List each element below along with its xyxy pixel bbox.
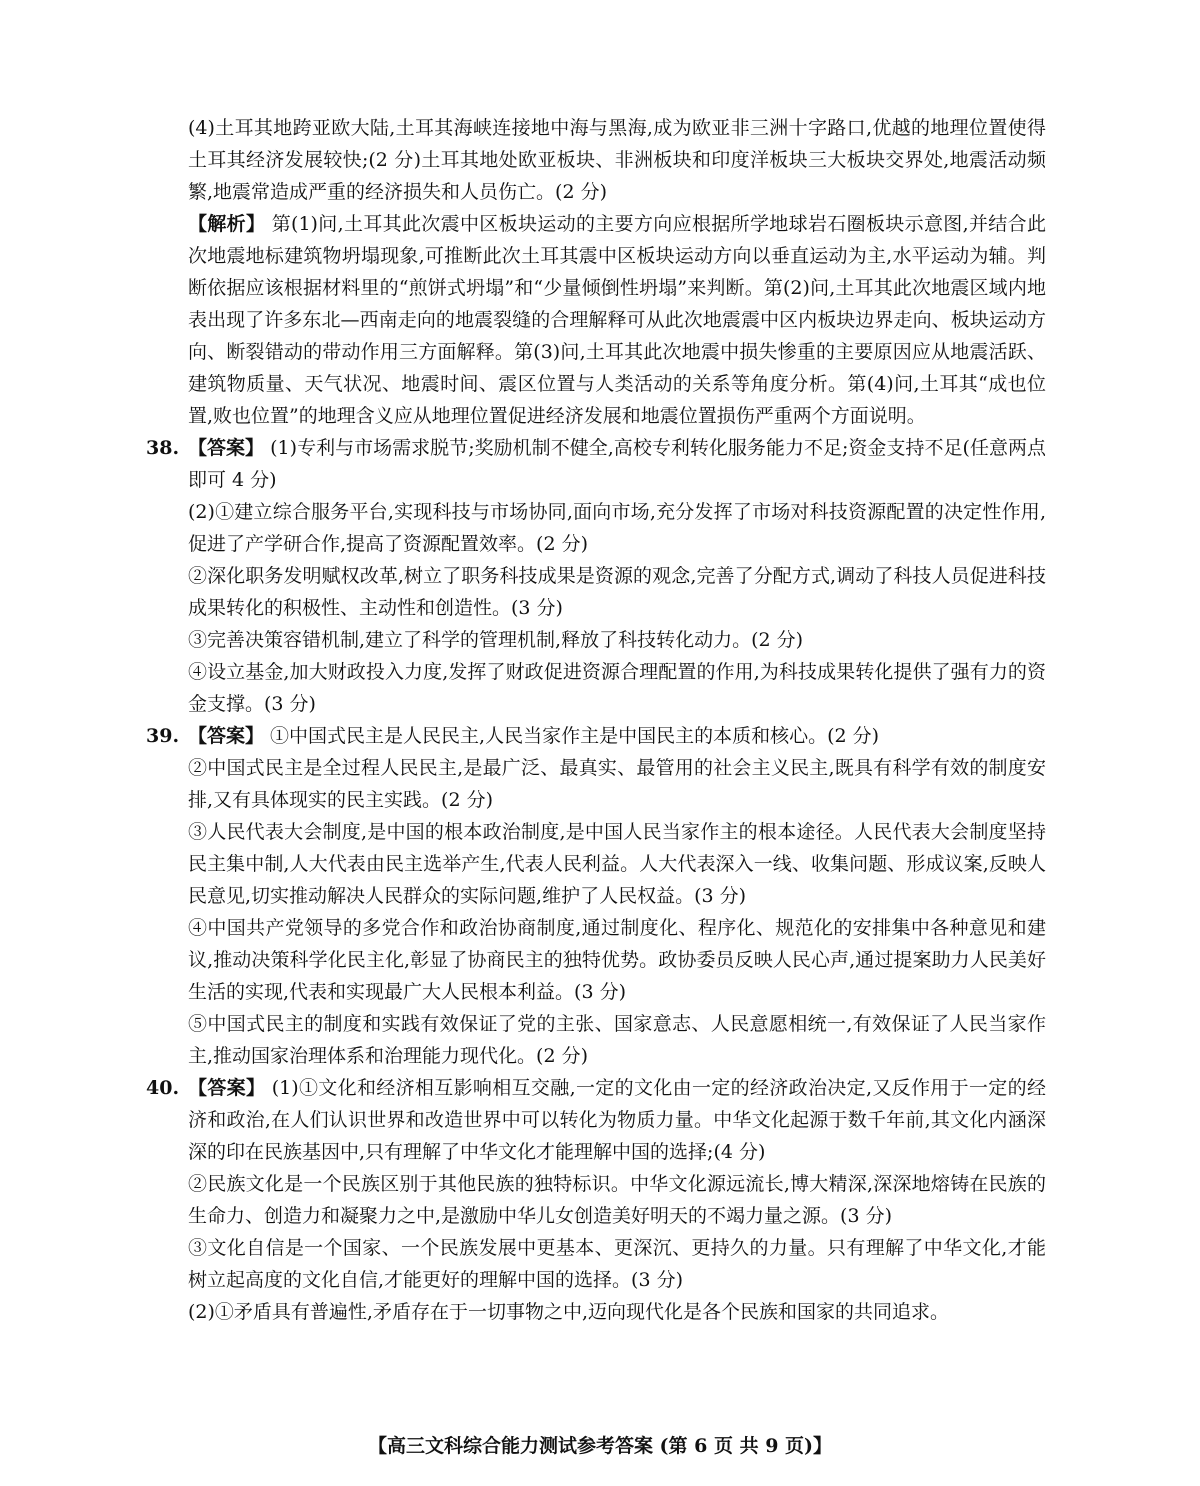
q38-part-5: ④设立基金,加大财政投入力度,发挥了财政促进资源合理配置的作用,为科技成果转化提供了强有力的资金支撑。(3 分): [188, 661, 1046, 715]
q40-part-1: [188, 1072, 1046, 1168]
q38-part-3: ②深化职务发明赋权改革,树立了职务科技成果是资源的观念,完善了分配方式,调动了科技人员促进科技成果转化的积极性、主动性和创造性。(3 分): [188, 565, 1046, 619]
question-number-39: 39.: [146, 725, 180, 747]
answer-content: [146, 112, 1046, 1328]
analysis-paragraph: [188, 208, 1046, 432]
q39-part-1: [188, 720, 1046, 752]
q39-part-4: ④中国共产党领导的多党合作和政治协商制度,通过制度化、程序化、规范化的安排集中各种意见和建议,推动决策科学化民主化,彰显了协商民主的独特优势。政协委员反映人民心声,通过提案助力人民美好生活的实现,代表和实现最广大人民根本利益。(3 分): [188, 917, 1046, 1003]
q38-text-1: (1)专利与市场需求脱节;奖励机制不健全,高校专利转化服务能力不足;资金支持不足(任意两点即可 4 分): [188, 437, 1046, 491]
answer-tag: 【答案】: [188, 725, 265, 747]
q40-part-4: (2)①矛盾具有普遍性,矛盾存在于一切事物之中,迈向现代化是各个民族和国家的共同追求。: [188, 1301, 949, 1323]
page-footer: 【高三文科综合能力测试参考答案 (第 6 页 共 9 页)】: [367, 1435, 833, 1457]
q39-part-3: ③人民代表大会制度,是中国的根本政治制度,是中国人民当家作主的根本途径。人民代表大会制度坚持民主集中制,人大代表由民主选举产生,代表人民利益。人大代表深入一线、收集问题、形成议案,反映人民意见,切实推动解决人民群众的实际问题,维护了人民权益。(3 分): [188, 821, 1046, 907]
question-number-38: 38.: [146, 437, 180, 459]
q38-part-4: ③完善决策容错机制,建立了科学的管理机制,释放了科技转化动力。(2 分): [188, 629, 804, 651]
q39-text-1: ①中国式民主是人民民主,人民当家作主是中国民主的本质和核心。(2 分): [264, 725, 880, 747]
q40-text-1: (1)①文化和经济相互影响相互交融,一定的文化由一定的经济政治决定,又反作用于一定的经济和政治,在人们认识世界和改造世界中可以转化为物质力量。中华文化起源于数千年前,其文化内涵深深的印在民族基因中,只有理解了中华文化才能理解中国的选择;(4 分): [188, 1077, 1046, 1163]
answer-tag: 【答案】: [188, 1077, 266, 1099]
answer-tag: 【答案】: [188, 437, 265, 459]
question-number-40: 40.: [146, 1077, 180, 1099]
q39-part-2: ②中国式民主是全过程人民民主,是最广泛、最真实、最管用的社会主义民主,既具有科学有效的制度安排,又有具体现实的民主实践。(2 分): [188, 757, 1046, 811]
question-40-answer: [146, 1072, 1046, 1328]
q40-part-3: ③文化自信是一个国家、一个民族发展中更基本、更深沉、更持久的力量。只有理解了中华文化,才能树立起高度的文化自信,才能更好的理解中国的选择。(3 分): [188, 1237, 1046, 1291]
question-39-answer: [146, 720, 1046, 1072]
analysis-text: 第(1)问,土耳其此次震中区板块运动的主要方向应根据所学地球岩石圈板块示意图,并结合此次地震地标建筑物坍塌现象,可推断此次土耳其震中区板块运动方向以垂直运动为主,水平运动为辅。判断依据应该根据材料里的“煎饼式坍塌”和“少量倾倒性坍塌”来判断。第(2)问,土耳其此次地震区域内地表出现了许多东北—西南走向的地震裂缝的合理解释可从此次地震震中区内板块边界走向、板块运动方向、断裂错动的带动作用三方面解释。第(3)问,土耳其此次地震中损失惨重的主要原因应从地震活跃、建筑物质量、天气状况、地震时间、震区位置与人类活动的关系等角度分析。第(4)问,土耳其“成也位置,败也位置”的地理含义应从地理位置促进经济发展和地震位置损伤严重两个方面说明。: [188, 213, 1046, 427]
question-38-answer: [146, 432, 1046, 720]
answer-37-part-4: (4)土耳其地跨亚欧大陆,土耳其海峡连接地中海与黑海,成为欧亚非三洲十字路口,优越的地理位置使得土耳其经济发展较快;(2 分)土耳其地处欧亚板块、非洲板块和印度洋板块三大板块交界处,地震活动频繁,地震常造成严重的经济损失和人员伤亡。(2 分): [188, 117, 1046, 203]
analysis-tag: 【解析】: [188, 213, 266, 235]
q38-part-1: [188, 432, 1046, 496]
q38-part-2: (2)①建立综合服务平台,实现科技与市场协同,面向市场,充分发挥了市场对科技资源配置的决定性作用,促进了产学研合作,提高了资源配置效率。(2 分): [188, 501, 1046, 555]
q40-part-2: ②民族文化是一个民族区别于其他民族的独特标识。中华文化源远流长,博大精深,深深地熔铸在民族的生命力、创造力和凝聚力之中,是激励中华儿女创造美好明天的不竭力量之源。(3 分): [188, 1173, 1046, 1227]
q39-part-5: ⑤中国式民主的制度和实践有效保证了党的主张、国家意志、人民意愿相统一,有效保证了人民当家作主,推动国家治理体系和治理能力现代化。(2 分): [188, 1013, 1046, 1067]
